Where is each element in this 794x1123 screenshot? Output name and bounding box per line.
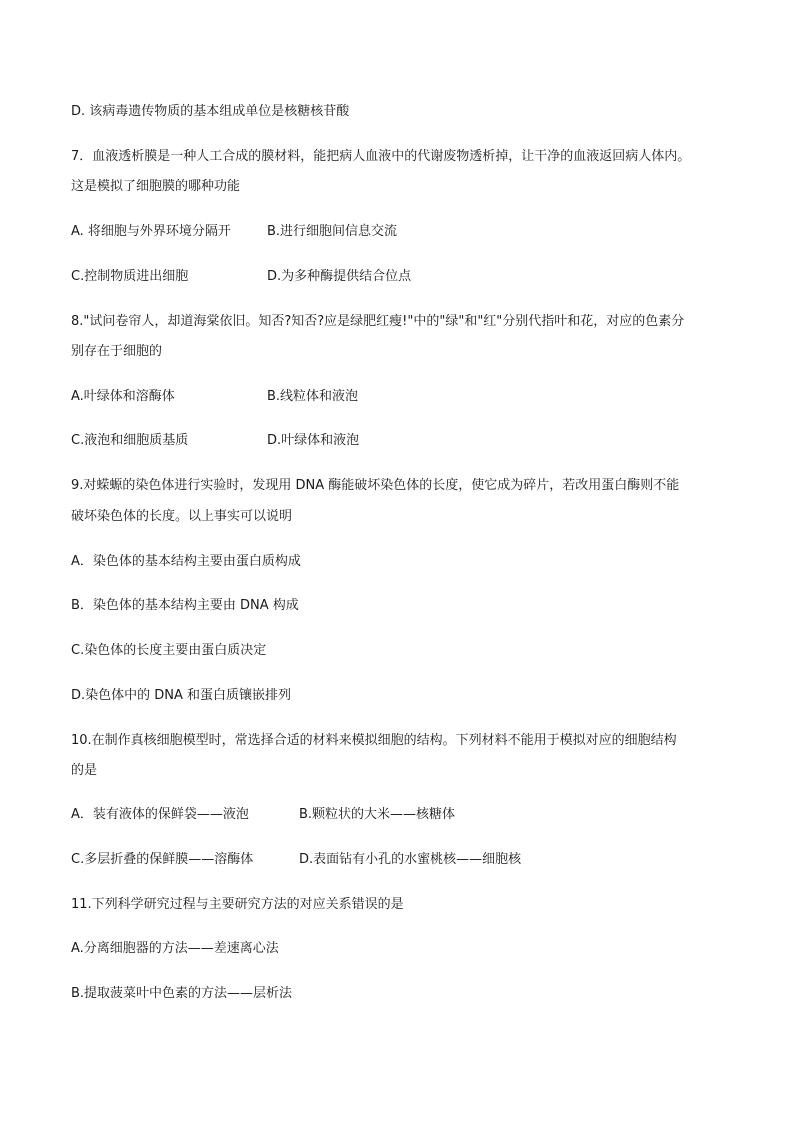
q11-option-b: B.提取菠菜叶中色素的方法——层析法 [71,986,293,1001]
q9-option-c: C.染色体的长度主要由蛋白质决定 [71,643,267,658]
q9-stem-line-2: 破坏染色体的长度。以上事实可以说明 [71,509,293,524]
q8-option-a: A.叶绿体和溶酶体 [71,389,175,404]
q8-option-c: C.液泡和细胞质基质 [71,433,189,448]
q10-option-d: D.表面钻有小孔的水蜜桃核——细胞核 [299,852,522,867]
q10-option-b: B.颗粒状的大米——核糖体 [299,807,456,822]
q9-option-d: D.染色体中的 DNA 和蛋白质镶嵌排列 [71,688,292,703]
q7-stem-line-2: 这是模拟了细胞膜的哪种功能 [71,179,241,194]
q7-option-d: D.为多种酶提供结合位点 [267,269,412,284]
q8-stem-line-1: 8."试问卷帘人，却道海棠依旧。知否?知否?应是绿肥红瘦!"中的"绿"和"红"分别代指叶和花，对应的色素分 [71,314,685,329]
q10-option-a: A．装有液体的保鲜袋——液泡 [71,807,249,822]
q7-option-b: B.进行细胞间信息交流 [267,224,398,239]
q6-option-d: D. 该病毒遗传物质的基本组成单位是核糖核苷酸 [71,104,350,119]
q8-option-b: B.线粒体和液泡 [267,389,359,404]
q8-option-d: D.叶绿体和液泡 [267,433,360,448]
q10-stem-line-2: 的是 [71,763,98,778]
q10-option-c: C.多层折叠的保鲜膜——溶酶体 [71,852,254,867]
q7-option-a: A. 将细胞与外界环境分隔开 [71,224,231,239]
q10-stem-line-1: 10.在制作真核细胞模型时，常选择合适的材料来模拟细胞的结构。下列材料不能用于模拟对应的细胞结构 [71,733,677,748]
q7-stem-line-1: 7．血液透析膜是一种人工合成的膜材料，能把病人血液中的代谢废物透析掉，让干净的血液返回病人体内。 [71,149,691,164]
q9-option-a: A．染色体的基本结构主要由蛋白质构成 [71,554,301,569]
q7-option-c: C.控制物质进出细胞 [71,269,189,284]
q9-stem-line-1: 9.对蝾螈的染色体进行实验时，发现用 DNA 酶能破坏染色体的长度，使它成为碎片，若改用蛋白酶则不能 [71,478,680,493]
q8-stem-line-2: 别存在于细胞的 [71,344,163,359]
q9-option-b: B．染色体的基本结构主要由 DNA 构成 [71,598,299,613]
q11-option-a: A.分离细胞器的方法——差速离心法 [71,941,279,956]
q11-stem: 11.下列科学研究过程与主要研究方法的对应关系错误的是 [71,897,404,912]
